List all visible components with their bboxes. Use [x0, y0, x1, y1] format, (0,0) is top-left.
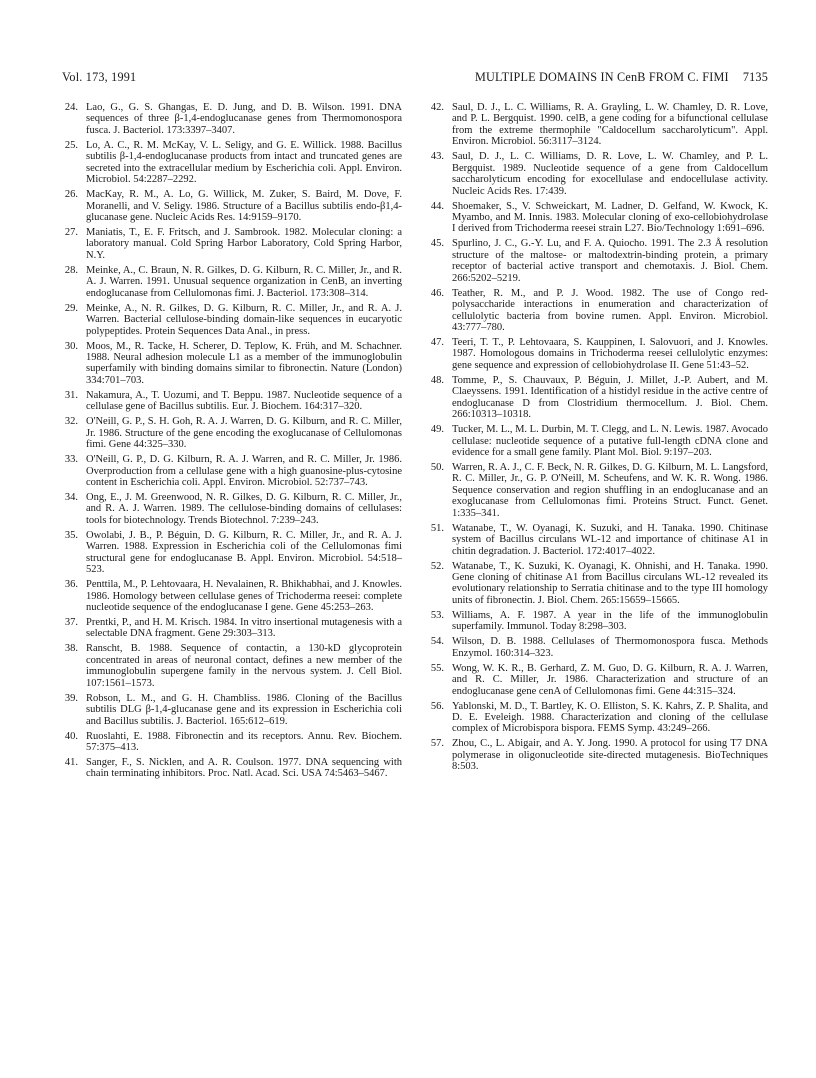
reference-number: 52.: [430, 560, 444, 572]
reference-text: Saul, D. J., L. C. Williams, D. R. Love, L. W. Chamley, and P. L. Bergquist. 1989. Nucleotide sequence of a gene from Caldocellum saccharolyticum encoding for exocellulase and endocellulase activity. Nucleic Acids Res. 17:439.: [452, 151, 768, 197]
reference-text: MacKay, R. M., A. Lo, G. Willick, M. Zuker, S. Baird, M. Dove, F. Moranelli, and V. Seligy. 1986. Structure of a Bacillus subtilis endo-β1,4-glucanase gene. Nucleic Acids Res. 14:9159–9170.: [86, 189, 402, 223]
reference-number: 40.: [64, 730, 78, 742]
reference-number: 27.: [64, 227, 78, 238]
reference-number: 37.: [64, 617, 78, 629]
reference-number: 46.: [430, 287, 444, 299]
reference-text: Spurlino, J. C., G.-Y. Lu, and F. A. Quiocho. 1991. The 2.3 Å resolution structure of the maltose- or maltodextrin-binding protein, a primary receptor of bacterial active transport and chemotaxis. J. Biol. Chem. 266:5202–5219.: [452, 238, 768, 284]
reference-text: Zhou, C., L. Abigair, and A. Y. Jong. 1990. A protocol for using T7 DNA polymerase in oligonucleotide site-directed mutagenesis. BioTechniques 8:503.: [452, 738, 768, 773]
reference-text: Watanabe, T., W. Oyanagi, K. Suzuki, and H. Tanaka. 1990. Chitinase system of Bacillus circulans WL-12 and importance of chitinase A1 in chitin degradation. J. Bacteriol. 172:4017–4022.: [452, 522, 768, 557]
reference-text: Warren, R. A. J., C. F. Beck, N. R. Gilkes, D. G. Kilburn, M. L. Langsford, R. C. Miller, Jr., G. P. O'Neill, M. Scheufens, and W. K. R. Wong. 1986. Sequence conservation and region shuffling in an endoglucanase and an exoglucanase from Cellulomonas fimi. Proteins Struct. Funct. Genet. 1:335–341.: [452, 461, 768, 519]
reference-text: Saul, D. J., L. C. Williams, R. A. Grayling, L. W. Chamley, D. R. Love, and P. L. Bergquist. 1990. celB, a gene coding for a bifunctional cellulase from the extreme thermophile "Caldocellum saccharolyticum". Appl. Environ. Microbiol. 56:3117–3124.: [452, 102, 768, 148]
running-title: MULTIPLE DOMAINS IN CenB FROM C. FIMI: [475, 70, 729, 84]
reference-text: Robson, L. M., and G. H. Chambliss. 1986. Cloning of the Bacillus subtilis DLG β-1,4-glucanase gene and its expression in Escherichia coli and Bacillus subtilis. J. Bacteriol. 165:612–619.: [86, 692, 402, 727]
reference-item: [62, 102, 402, 136]
running-header: [62, 70, 768, 86]
reference-number: 56.: [430, 700, 444, 712]
reference-text: Moos, M., R. Tacke, H. Scherer, D. Teplow, K. Früh, and M. Schachner. 1988. Neural adhesion molecule L1 as a member of the immunoglobulin superfamily with binding domains similar to fibronectin. Nature (London) 334:701–703.: [86, 340, 402, 386]
reference-text: Lao, G., G. S. Ghangas, E. D. Jung, and D. B. Wilson. 1991. DNA sequences of three β-1,4-endoglucanase genes from Thermomonospora fusca. J. Bacteriol. 173:3397–3407.: [86, 102, 402, 136]
page-number: 7135: [742, 70, 768, 84]
reference-item: [62, 390, 402, 413]
reference-number: 34.: [64, 492, 78, 504]
reference-text: O'Neill, G. P., D. G. Kilburn, R. A. J. Warren, and R. C. Miller, Jr. 1986. Overproduction from a cellulase gene with a high guanosine-plus-cytosine content in Escherichia coli. Appl. Environ. Microbiol. 52:737–743.: [86, 454, 402, 488]
reference-text: Wilson, D. B. 1988. Cellulases of Thermomonospora fusca. Methods Enzymol. 160:314–323.: [452, 636, 768, 659]
reference-text: Teather, R. M., and P. J. Wood. 1982. The use of Congo red-polysaccharide interactions in enumeration and characterization of cellulolytic bacteria from bovine rumen. Appl. Environ. Microbiol. 43:777–780.: [452, 287, 768, 333]
reference-number: 47.: [430, 336, 444, 348]
reference-text: Teeri, T. T., P. Lehtovaara, S. Kauppinen, I. Salovuori, and J. Knowles. 1987. Homologous domains in Trichoderma reesei cellulolytic enzymes: gene sequence and expression of cellobiohydrolase II. Gene 51:43–52.: [452, 336, 768, 371]
reference-number: 26.: [64, 189, 78, 201]
reference-number: 57.: [430, 738, 444, 750]
reference-text: Prentki, P., and H. M. Krisch. 1984. In vitro insertional mutagenesis with a selectable DNA fragment. Gene 29:303–313.: [86, 617, 402, 640]
reference-item: [62, 265, 402, 299]
reference-text: Meinke, A., C. Braun, N. R. Gilkes, D. G. Kilburn, R. C. Miller, Jr., and R. A. J. Warren. 1991. Unusual sequence organization in CenB, an inverting endoglucanase from Cellulomonas fimi. J. Bacteriol. 173:308–314.: [86, 264, 402, 299]
reference-text: Williams, A. F. 1987. A year in the life of the immunoglobulin superfamily. Immunol. Today 8:298–303.: [452, 609, 768, 633]
volume-label: Vol. 173, 1991: [62, 70, 137, 84]
reference-number: 29.: [64, 302, 78, 314]
reference-text: Nakamura, A., T. Uozumi, and T. Beppu. 1987. Nucleotide sequence of a cellulase gene of Bacillus subtilis. Eur. J. Biochem. 164:317–320.: [86, 389, 402, 413]
reference-item: [62, 189, 402, 223]
reference-number: 33.: [64, 454, 78, 466]
reference-text: Wong, W. K. R., B. Gerhard, Z. M. Guo, D. G. Kilburn, R. A. J. Warren, and R. C. Miller, Jr. 1986. Characterization and structure of an endoglucanase gene cenA of Cellulomonas fimi. Gene 44:315–324.: [452, 662, 768, 697]
reference-number: 41.: [64, 757, 78, 769]
reference-number: 42.: [430, 102, 444, 113]
reference-text: O'Neill, G. P., S. H. Goh, R. A. J. Warren, D. G. Kilburn, and R. C. Miller, Jr. 1986. Structure of the gene encoding the exoglucanase of Cellulomonas fimi. Gene 44:325–330.: [86, 416, 402, 451]
reference-item: [428, 201, 768, 235]
reference-text: Ranscht, B. 1988. Sequence of contactin, a 130-kD glycoprotein concentrated in areas of neuronal contact, defines a new member of the immunoglobulin supergene family in the nervous system. J. Cell Biol. 107:1561–1573.: [86, 643, 402, 689]
reference-item: [428, 663, 768, 697]
reference-text: Tomme, P., S. Chauvaux, P. Béguin, J. Millet, J.-P. Aubert, and M. Claeyssens. 1991. Identification of a histidyl residue in the active centre of endoglucanase D from Clostridium thermocellum. J. Biol. Chem. 266:10313–10318.: [452, 374, 768, 421]
reference-number: 28.: [64, 264, 78, 276]
reference-item: [428, 288, 768, 334]
reference-item: [62, 693, 402, 727]
reference-item: [62, 454, 402, 488]
reference-number: 45.: [430, 238, 444, 250]
reference-number: 50.: [430, 461, 444, 473]
reference-number: 48.: [430, 374, 444, 386]
reference-number: 53.: [430, 609, 444, 621]
reference-item: [62, 341, 402, 387]
reference-item: [428, 610, 768, 633]
reference-item: [62, 731, 402, 754]
reference-number: 51.: [430, 522, 444, 534]
reference-number: 44.: [430, 200, 444, 212]
reference-number: 49.: [430, 424, 444, 436]
reference-number: 25.: [64, 139, 78, 151]
reference-item: [62, 416, 402, 450]
reference-number: 31.: [64, 389, 78, 401]
reference-text: Penttila, M., P. Lehtovaara, H. Nevalainen, R. Bhikhabhai, and J. Knowles. 1986. Homology between cellulase genes of Trichoderma reesei: complete nucleotide sequence of the endoglucanase I gene. Gene 45:253–263.: [86, 579, 402, 613]
reference-item: [62, 140, 402, 186]
reference-text: Ruoslahti, E. 1988. Fibronectin and its receptors. Annu. Rev. Biochem. 57:375–413.: [86, 730, 402, 754]
reference-item: [428, 337, 768, 371]
reference-number: 35.: [64, 529, 78, 541]
reference-item: [428, 701, 768, 735]
reference-number: 36.: [64, 579, 78, 591]
references-right-column: [428, 102, 768, 776]
references-left-column: [62, 102, 402, 783]
reference-item: [62, 579, 402, 613]
reference-number: 55.: [430, 662, 444, 674]
reference-item: [428, 561, 768, 607]
reference-number: 39.: [64, 692, 78, 704]
reference-item: [428, 424, 768, 458]
reference-item: [428, 375, 768, 421]
reference-text: Meinke, A., N. R. Gilkes, D. G. Kilburn, R. C. Miller, Jr., and R. A. J. Warren. Bacterial cellulose-binding domain-like sequences in eucaryotic polypeptides. Protein Sequences Data Anal., in press.: [86, 302, 402, 337]
reference-item: [62, 617, 402, 640]
reference-item: [62, 530, 402, 576]
reference-item: [62, 227, 402, 261]
reference-item: [62, 643, 402, 689]
reference-item: [428, 151, 768, 197]
reference-item: [428, 238, 768, 284]
reference-text: Ong, E., J. M. Greenwood, N. R. Gilkes, D. G. Kilburn, R. C. Miller, Jr., and R. A. J. Warren. 1989. The cellulose-binding domains of cellulases: tools for biotechnology. Trends Biotechnol. 7:239–243.: [86, 492, 402, 526]
reference-number: 30.: [64, 340, 78, 352]
reference-number: 32.: [64, 416, 78, 428]
reference-text: Tucker, M. L., M. L. Durbin, M. T. Clegg, and L. N. Lewis. 1987. Avocado cellulase: nucleotide sequence of a putative full-length cDNA clone and evidence for a small gene family. Plant Mol. Biol. 9:197–203.: [452, 424, 768, 458]
reference-number: 38.: [64, 643, 78, 655]
reference-item: [428, 462, 768, 519]
reference-text: Shoemaker, S., V. Schweickart, M. Ladner, D. Gelfand, W. Kwock, K. Myambo, and M. Innis. 1983. Molecular cloning of exo-cellobiohydrolase I derived from Trichoderma reesei strain L27. Bio/Technology 1:691–696.: [452, 200, 768, 235]
reference-number: 43.: [430, 151, 444, 163]
reference-text: Owolabi, J. B., P. Béguin, D. G. Kilburn, R. C. Miller, Jr., and R. A. J. Warren. 1988. Expression in Escherichia coli of the Cellulomonas fimi structural gene for endoglucanase B. Appl. Environ. Microbiol. 54:518–523.: [86, 529, 402, 576]
reference-text: Yablonski, M. D., T. Bartley, K. O. Elliston, S. K. Kahrs, Z. P. Shalita, and D. E. Eveleigh. 1988. Characterization and cloning of the cellulase complex of Microbispora bispora. FEMS Symp. 43:249–266.: [452, 700, 768, 735]
reference-number: 54.: [430, 636, 444, 648]
reference-text: Lo, A. C., R. M. McKay, V. L. Seligy, and G. E. Willick. 1988. Bacillus subtilis β-1,4-endoglucanase products from intact and truncated genes are secreted into the extracellular medium by Escherichia coli. Appl. Environ. Microbiol. 54:2287–2292.: [86, 139, 402, 186]
reference-item: [428, 102, 768, 148]
reference-item: [62, 303, 402, 337]
reference-item: [62, 492, 402, 526]
reference-item: [428, 523, 768, 557]
reference-number: 24.: [64, 102, 78, 113]
reference-item: [62, 757, 402, 780]
reference-text: Watanabe, T., K. Suzuki, K. Oyanagi, K. Ohnishi, and H. Tanaka. 1990. Gene cloning of chitinase A1 from Bacillus circulans WL-12 revealed its evolutionary relationship to Serratia chitinase and to the type III homology units of fibronectin. J. Biol. Chem. 265:15659–15665.: [452, 560, 768, 606]
reference-item: [428, 738, 768, 772]
reference-text: Sanger, F., S. Nicklen, and A. R. Coulson. 1977. DNA sequencing with chain terminating inhibitors. Proc. Natl. Acad. Sci. USA 74:5463–5467.: [86, 757, 402, 780]
reference-text: Maniatis, T., E. F. Fritsch, and J. Sambrook. 1982. Molecular cloning: a laboratory manual. Cold Spring Harbor Laboratory, Cold Spring Harbor, N.Y.: [86, 227, 402, 261]
reference-item: [428, 636, 768, 659]
